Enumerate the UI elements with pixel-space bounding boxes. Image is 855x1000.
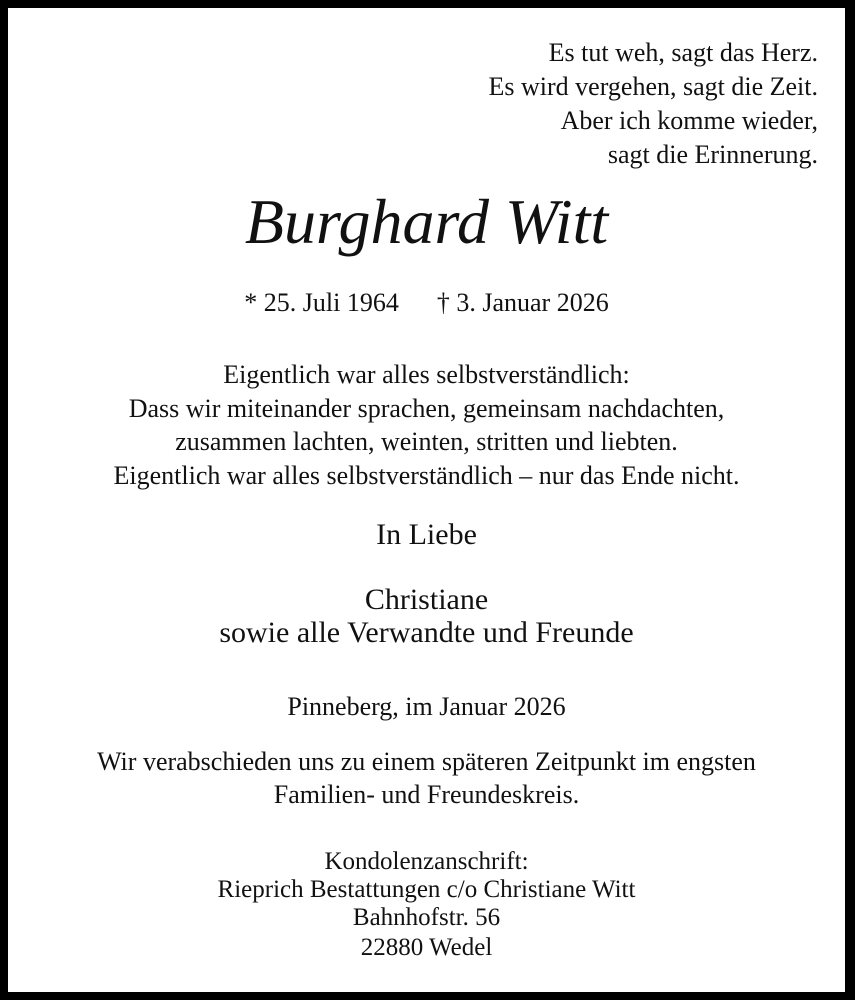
mourner-line: sowie alle Verwandte und Freunde xyxy=(219,616,634,649)
farewell-line: Wir verabschieden uns zu einem späteren Zeitpunkt im engsten xyxy=(97,747,756,776)
poem-line: Es tut weh, sagt das Herz. xyxy=(548,38,818,67)
place-date: Pinneberg, im Januar 2026 xyxy=(287,692,566,721)
verse-line: Eigentlich war alles selbstverständlich: xyxy=(223,360,630,389)
farewell-line: Familien- und Freundeskreis. xyxy=(273,780,580,809)
verse-line: zusammen lachten, weinten, stritten und liebten. xyxy=(175,427,678,456)
death-date: † 3. Januar 2026 xyxy=(436,288,609,317)
verse-line: Eigentlich war alles selbstverständlich – nur das Ende nicht. xyxy=(113,461,740,490)
mourner-line: Christiane xyxy=(364,583,489,616)
deceased-name: Burghard Witt xyxy=(244,186,609,257)
condolence-line: Rieprich Bestattungen c/o Christiane Witt xyxy=(217,876,636,903)
condolence-label: Kondolenzanschrift: xyxy=(324,848,529,875)
obituary-notice xyxy=(8,8,845,992)
verse-line: Dass wir miteinander sprachen, gemeinsam nachdachten, xyxy=(128,394,725,423)
poem xyxy=(489,36,818,172)
life-dates xyxy=(8,290,845,316)
condolence-line: Bahnhofstr. 56 xyxy=(352,904,501,931)
poem-line: Es wird vergehen, sagt die Zeit. xyxy=(488,72,818,101)
birth-date: * 25. Juli 1964 xyxy=(244,288,399,317)
poem-line: Aber ich komme wieder, xyxy=(560,106,818,135)
poem-line: sagt die Erinnerung. xyxy=(607,140,818,169)
in-love: In Liebe xyxy=(376,518,477,551)
condolence-line: 22880 Wedel xyxy=(360,934,493,961)
